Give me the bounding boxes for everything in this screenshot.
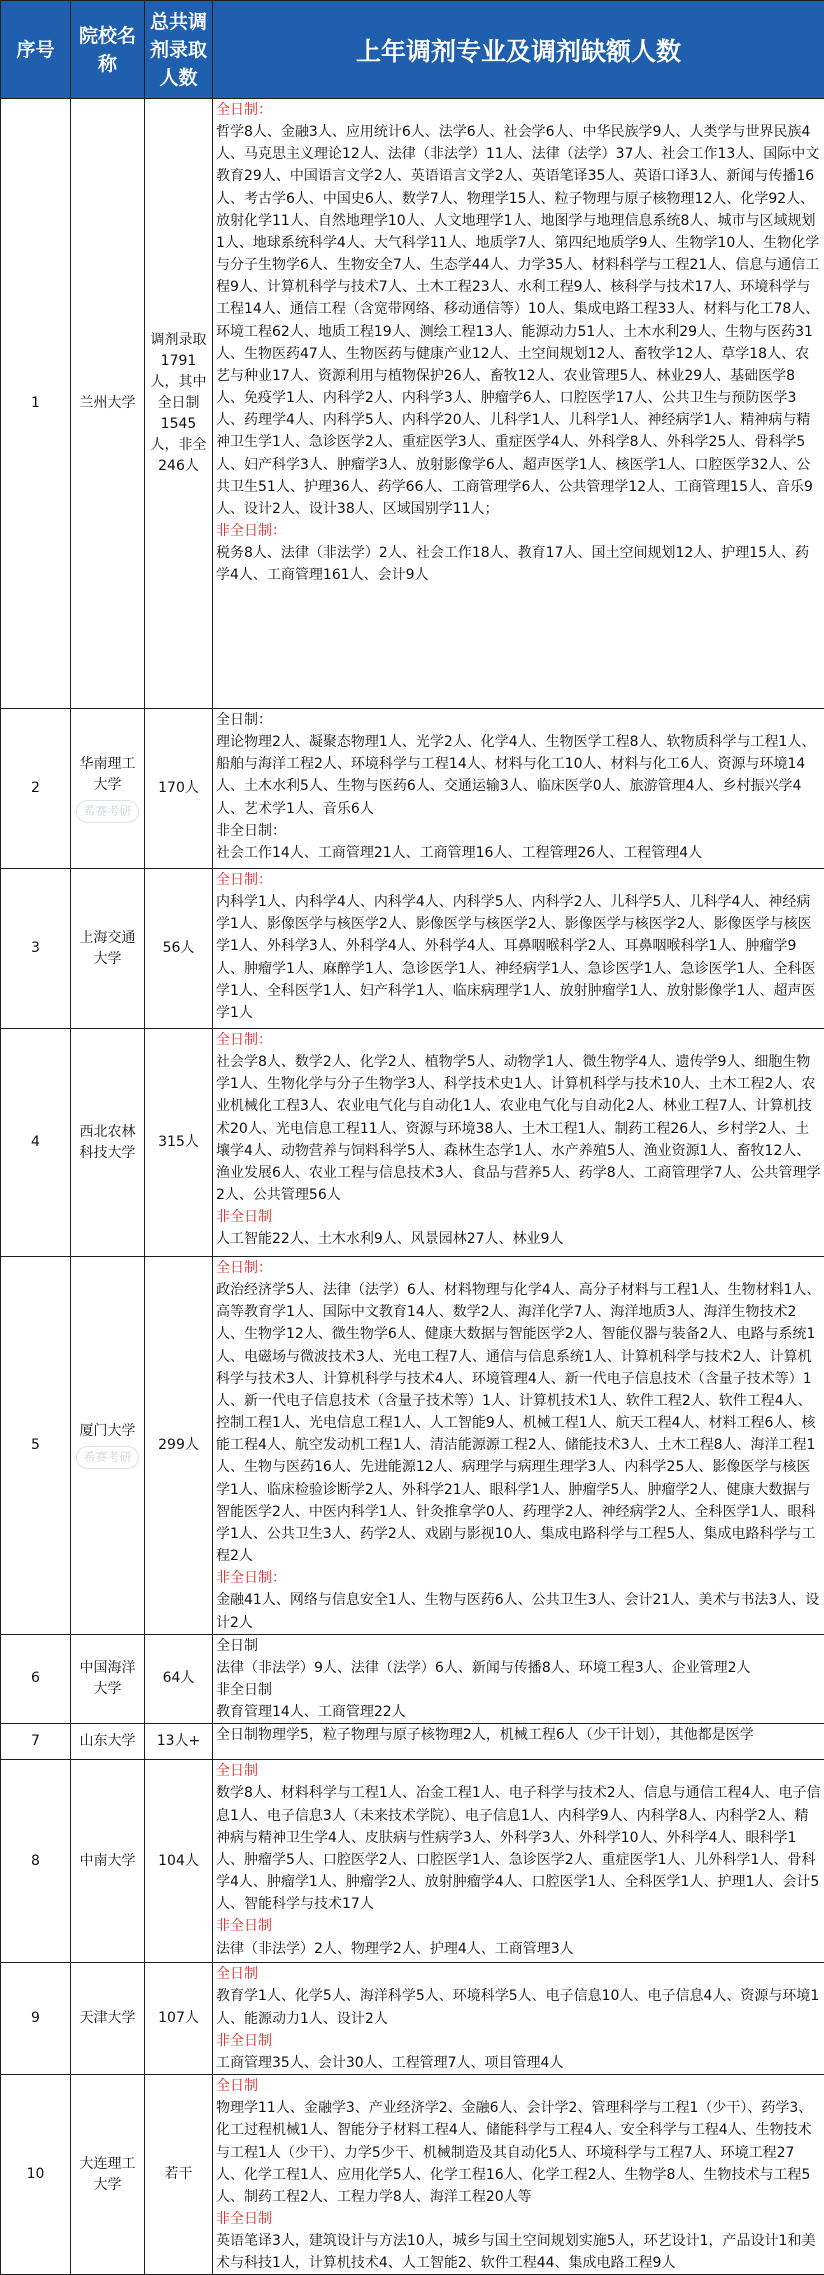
section-label: 全日制 bbox=[216, 1760, 822, 1782]
section-text: 政治经济学5人、法律（法学）6人、材料物理与化学4人、高分子材料与工程1人、生物材料1人、高等教育学1人、国际中文教育14人、数学2人、海洋化学7人、海洋地质3人、海洋生物技术2人、生物学12人、微生物学6人、健康大数据与智能医学2人、智能仪器与装备2人、电路与系统1人、电磁场与微波技术3人、光电工程7人、通信与信息系统1人、计算机科学与技术2人、计算机科学与技术3人、计算机科学与技术4人、环境管理4人、新一代电子信息技术（含量子技术等）1人、新一代电子信息技术（含量子技术等）1人、计算机技术1人、软件工程2人、软件工程4人、控制工程1人、光电信息工程1人、人工智能9人、机械工程1人、航天工程4人、材料工程6人、核能工程4人、航空发动机工程1人、清洁能源源工程2人、储能技术3人、土木工程8人、海洋工程1人、生物与医药16人、先进能源12人、病理学与病理生理学3人、内科学25人、影像医学与核医学1人、临床检验诊断学2人、外科学21人、眼科学1人、肿瘤学5人、肿瘤学2人、健康大数据与智能医学2人、中医内科学1人、针灸推拿学0人、药理学2人、神经病学2人、全科医学1人、眼科学1人、公共卫生3人、药学2人、戏剧与影视10人、集成电路科学与工程5人、集成电路科学与工程2人 bbox=[216, 1279, 822, 1567]
school-name-text: 西北农林科技大学 bbox=[75, 1122, 140, 1164]
section-label: 全日制： bbox=[216, 1257, 822, 1279]
section-text: 物理学11人、金融学3、产业经济学2、金融6人、会计学2、管理科学与工程1（少干）、药学3、化工过程机械1人、智能分子材料工程4人、储能科学与工程4人、安全科学与工程4人、生物技术与工程1人（少干）、力学5少干、机械制造及其自动化5人、环境科学与工程7人、环境工程27人、化学工程1人、应用化学5人、化学工程16人、化学工程2人、生物学8人、生物技术与工程5人、制药工程2人、工程力学8人、海洋工程20人等 bbox=[216, 2097, 822, 2208]
table-header-row bbox=[1, 1, 824, 99]
school-name-text: 天津大学 bbox=[75, 2008, 140, 2029]
school-name-text: 中南大学 bbox=[75, 1851, 140, 1872]
section-text: 内科学1人、内科学4人、内科学4人、内科学5人、内科学2人、儿科学5人、儿科学4人、神经病学1人、影像医学与核医学2人、影像医学与核医学2人、影像医学与核医学2人、影像医学与核医学1人、外科学3人、外科学4人、外科学4人、耳鼻咽喉科学2人、耳鼻咽喉科学1人、肿瘤学9人、肿瘤学1人、麻醉学1人、急诊医学1人、神经病学1人、急诊医学1人、急诊医学1人、全科医学1人、全科医学1人、妇产科学1人、临床病理学1人、放射肿瘤学1人、放射影像学1人、超声医学1人 bbox=[216, 891, 822, 1024]
watermark-badge: 希赛考研 bbox=[76, 800, 138, 823]
row-seq: 3 bbox=[1, 869, 71, 1029]
row-seq: 1 bbox=[1, 99, 71, 709]
row-school-name bbox=[71, 1963, 145, 2075]
row-total-admitted: 107人 bbox=[145, 1963, 213, 2075]
section-text: 数学8人、材料科学与工程1人、冶金工程1人、电子科学与技术2人、信息与通信工程4人、电子信息1人、电子信息3人（未来技术学院）、电子信息1人、内科学9人、内科学8人、内科学2人、精神病与精神卫生学4人、皮肤病与性病学3人、外科学3人、外科学10人、外科学4人、眼科学1人、肿瘤学5人、口腔医学2人、口腔医学1人、急诊医学2人、重症医学1人、儿外科学1人、骨科学4人、肿瘤学1人、肿瘤学2人、放射肿瘤学4人、口腔医学1人、全科医学1人、护理1人、会计5人、智能科学与技术17人 bbox=[216, 1782, 822, 1915]
row-school-name bbox=[71, 709, 145, 869]
section-label: 全日制： bbox=[216, 1029, 822, 1051]
row-total-admitted: 13人+ bbox=[145, 1724, 213, 1760]
table-row bbox=[1, 1760, 824, 1963]
section-text: 法律（非法学）9人、法律（法学）6人、新闻与传播8人、环境工程3人、企业管理2人 bbox=[216, 1657, 822, 1679]
row-total-admitted: 56人 bbox=[145, 869, 213, 1029]
row-seq: 2 bbox=[1, 709, 71, 869]
section-text: 教育管理14人、工商管理22人 bbox=[216, 1701, 822, 1723]
row-adjustment-details bbox=[213, 1963, 824, 2075]
row-seq: 5 bbox=[1, 1257, 71, 1635]
section-text: 理论物理2人、凝聚态物理1人、光学2人、化学4人、生物医学工程8人、软物质科学与工程1人、船舶与海洋工程2人、环境科学与工程14人、材料与化工10人、材料与化工6人、资源与环境14人、土木水利5人、生物与医药6人、交通运输3人、临床医学0人、旅游管理4人、乡村振兴学4人、艺术学1人、音乐6人 bbox=[216, 731, 822, 820]
row-total-admitted: 104人 bbox=[145, 1760, 213, 1963]
row-school-name bbox=[71, 1634, 145, 1724]
section-label: 非全日制 bbox=[216, 2030, 822, 2052]
row-adjustment-details bbox=[213, 1029, 824, 1257]
row-school-name bbox=[71, 2075, 145, 2275]
section-label: 非全日制 bbox=[216, 2208, 822, 2230]
row-adjustment-details bbox=[213, 1634, 824, 1724]
section-label: 非全日制 bbox=[216, 1679, 822, 1701]
row-adjustment-details bbox=[213, 709, 824, 869]
section-label: 非全日制： bbox=[216, 820, 822, 842]
row-school-name bbox=[71, 1760, 145, 1963]
row-seq: 10 bbox=[1, 2075, 71, 2275]
section-text: 社会学8人、数学2人、化学2人、植物学5人、动物学1人、微生物学4人、遗传学9人、细胞生物学1人、生物化学与分子生物学3人、科学技术史1人、计算机科学与技术10人、土木工程2人、农业机械化工程3人、农业电气化与自动化1人、农业电气化与自动化2人、林业工程7人、计算机技术20人、光电信息工程11人、资源与环境38人、土木工程1人、制药工程26人、乡村学2人、土壤学4人、动物营养与饲料科学5人、森林生态学1人、水产养殖5人、渔业资源1人、畜牧12人、渔业发展6人、农业工程与信息技术3人、食品与营养5人、药学8人、工商管理学7人、公共管理学2人、公共管理56人 bbox=[216, 1051, 822, 1206]
section-label: 非全日制： bbox=[216, 1567, 822, 1589]
section-text: 工商管理35人、会计30人、工程管理7人、项目管理4人 bbox=[216, 2052, 822, 2074]
section-label: 全日制 bbox=[216, 1963, 822, 1985]
row-school-name bbox=[71, 1257, 145, 1635]
table-row bbox=[1, 1963, 824, 2075]
row-adjustment-details bbox=[213, 2075, 824, 2275]
row-school-name bbox=[71, 869, 145, 1029]
section-text: 税务8人、法律（非法学）2人、社会工作18人、教育17人、国土空间规划12人、护理15人、药学4人、工商管理161人、会计9人 bbox=[216, 542, 822, 586]
table-row bbox=[1, 99, 824, 709]
table-row bbox=[1, 709, 824, 869]
row-adjustment-details bbox=[213, 1760, 824, 1963]
table-row bbox=[1, 2075, 824, 2275]
header-seq: 序号 bbox=[1, 1, 71, 99]
row-total-admitted: 299人 bbox=[145, 1257, 213, 1635]
school-name-text: 华南理工大学 bbox=[75, 754, 140, 796]
section-text: 教育学1人、化学5人、海洋科学5人、环境科学5人、电子信息10人、电子信息4人、资源与环境1人、能源动力1人、设计2人 bbox=[216, 1985, 822, 2029]
table-row bbox=[1, 1634, 824, 1724]
row-adjustment-details bbox=[213, 1724, 824, 1760]
section-label: 非全日制 bbox=[216, 1915, 822, 1937]
section-label: 非全日制： bbox=[216, 520, 822, 542]
school-name-text: 中国海洋大学 bbox=[75, 1658, 140, 1700]
row-seq: 6 bbox=[1, 1634, 71, 1724]
watermark-badge: 希赛考研 bbox=[76, 1446, 138, 1469]
row-school-name bbox=[71, 1029, 145, 1257]
section-text: 社会工作14人、工商管理21人、工商管理16人、工程管理26人、工程管理4人 bbox=[216, 842, 822, 864]
header-total-admitted: 总共调剂录取人数 bbox=[145, 1, 213, 99]
header-school-name: 院校名称 bbox=[71, 1, 145, 99]
table-row bbox=[1, 869, 824, 1029]
row-adjustment-details bbox=[213, 99, 824, 709]
row-seq: 8 bbox=[1, 1760, 71, 1963]
row-total-admitted: 若干 bbox=[145, 2075, 213, 2275]
row-adjustment-details bbox=[213, 1257, 824, 1635]
row-seq: 7 bbox=[1, 1724, 71, 1760]
section-label: 全日制 bbox=[216, 2075, 822, 2097]
row-seq: 9 bbox=[1, 1963, 71, 2075]
row-total-admitted: 64人 bbox=[145, 1634, 213, 1724]
section-text: 人工智能22人、土木水利9人、风景园林27人、林业9人 bbox=[216, 1228, 822, 1250]
school-name-text: 上海交通大学 bbox=[75, 928, 140, 970]
section-label: 全日制： bbox=[216, 99, 822, 121]
section-label: 全日制： bbox=[216, 869, 822, 891]
section-text: 英语笔译3人，建筑设计与方法10人，城乡与国土空间规划实施5人，环艺设计1，产品设计1和美术与科技1人，计算机技术4、人工智能2、软件工程44、集成电路工程9人 bbox=[216, 2230, 822, 2274]
row-school-name bbox=[71, 1724, 145, 1760]
school-name-text: 兰州大学 bbox=[75, 393, 140, 414]
row-total-admitted: 调剂录取1791人，其中全日制1545人，非全246人 bbox=[145, 99, 213, 709]
school-name-text: 厦门大学 bbox=[75, 1421, 140, 1442]
table-row bbox=[1, 1257, 824, 1635]
table-row bbox=[1, 1724, 824, 1760]
header-adjustment-details: 上年调剂专业及调剂缺额人数 bbox=[213, 1, 824, 99]
row-seq: 4 bbox=[1, 1029, 71, 1257]
section-text: 哲学8人、金融3人、应用统计6人、法学6人、社会学6人、中华民族学9人、人类学与世界民族4人、马克思主义理论12人、法律（非法学）11人、法律（法学）37人、社会工作13人、国际中文教育29人、中国语言文学2人、英语语言文学2人、英语笔译35人、英语口译3人、新闻与传播16人、考古学6人、中国史6人、数学7人、物理学15人、粒子物理与原子核物理12人、化学92人、放射化学11人、自然地理学10人、人文地理学1人、地图学与地理信息系统8人、城市与区域规划1人、地球系统科学4人、大气科学11人、地质学7人、第四纪地质学9人、生物学10人、生物化学与分子生物学6人、生物安全7人、生态学44人、力学35人、材料科学与工程21人、信息与通信工程9人、计算机科学与技术7人、土木工程23人、水利工程9人、核科学与技术17人、环境科学与工程14人、通信工程（含宽带网络、移动通信等）10人、集成电路工程33人、材料与化工78人、环境工程62人、地质工程19人、测绘工程13人、能源动力51人、土木水利29人、生物与医药31人、生物医药47人、生物医药与健康产业12人、土空间规划12人、畜牧学12人、草学18人、农艺与种业17人、资源利用与植物保护26人、畜牧12人、农业管理5人、林业29人、基础医学8人、免疫学1人、内科学2人、内科学3人、肿瘤学6人、口腔医学17人、公共卫生与预防医学3人、药理学4人、内科学5人、内科学20人、儿科学1人、儿科学1人、神经病学1人、精神病与精神卫生学1人、急诊医学2人、重症医学3人、重症医学4人、外科学8人、外科学25人、骨科学5人、妇产科学3人、肿瘤学3人、放射影像学6人、超声医学1人、核医学1人、口腔医学32人、公共卫生51人、护理36人、药学66人、工商管理学6人、公共管理学12人、工商管理15人、音乐9人、设计2人、设计38人、区域国别学11人； bbox=[216, 121, 822, 520]
section-text: 全日制物理学5，粒子物理与原子核物理2人，机械工程6人（少干计划），其他都是医学 bbox=[216, 1724, 822, 1746]
school-name-text: 山东大学 bbox=[75, 1731, 140, 1752]
row-total-admitted: 170人 bbox=[145, 709, 213, 869]
table-row bbox=[1, 1029, 824, 1257]
section-text: 法律（非法学）2人、物理学2人、护理4人、工商管理3人 bbox=[216, 1938, 822, 1960]
row-school-name bbox=[71, 99, 145, 709]
row-total-admitted: 315人 bbox=[145, 1029, 213, 1257]
section-label: 全日制 bbox=[216, 1635, 822, 1657]
section-text: 金融41人、网络与信息安全1人、生物与医药6人、公共卫生3人、会计21人、美术与书法3人、设计2人 bbox=[216, 1589, 822, 1633]
row-adjustment-details bbox=[213, 869, 824, 1029]
section-label: 全日制： bbox=[216, 709, 822, 731]
section-label: 非全日制 bbox=[216, 1206, 822, 1228]
school-name-text: 大连理工大学 bbox=[75, 2154, 140, 2196]
